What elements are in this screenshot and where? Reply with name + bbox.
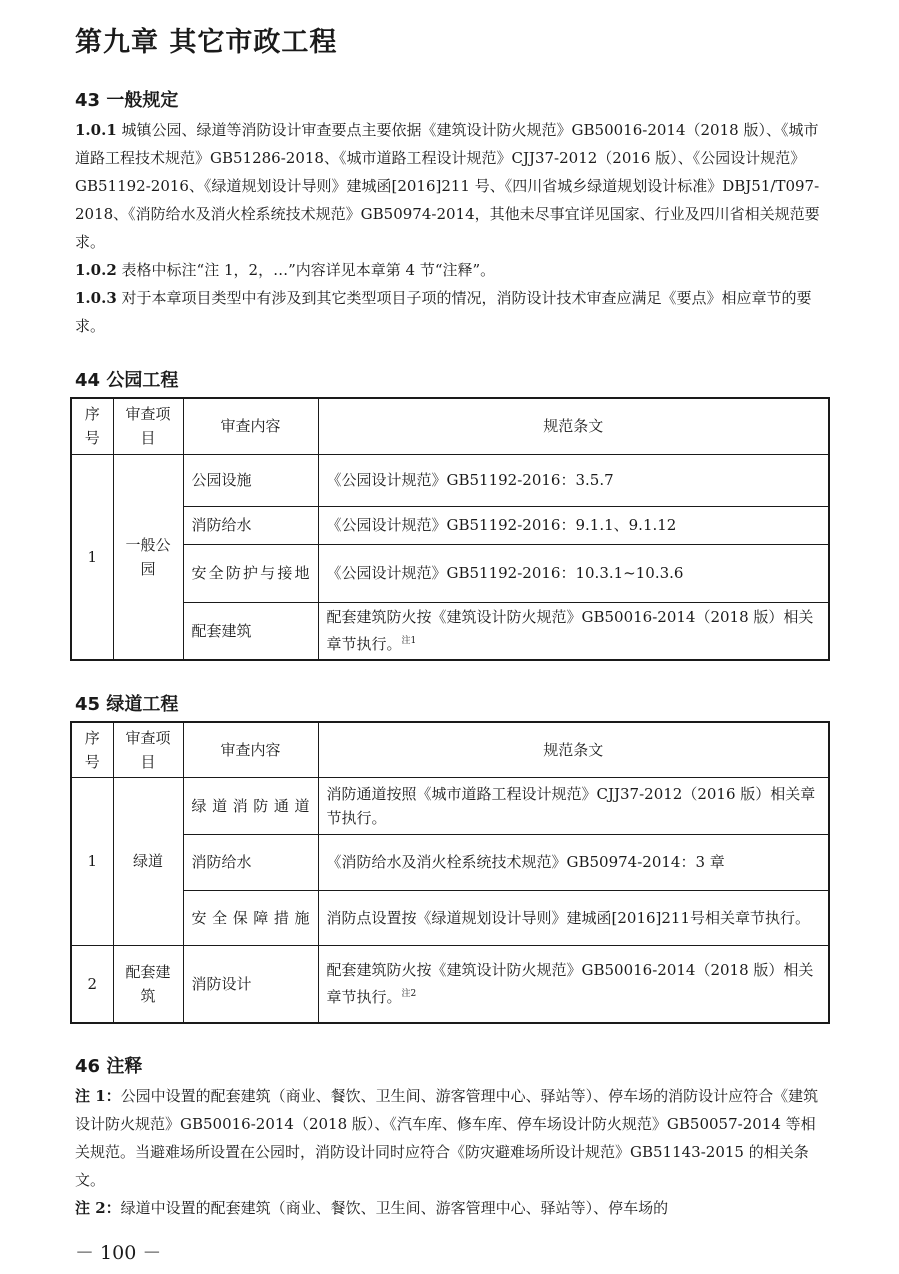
section-heading-greenway: 45 绿道工程	[75, 694, 179, 715]
header-clause: 规范条文	[318, 398, 829, 454]
page-number: － 100 －	[75, 1242, 162, 1264]
clause-text: 配套建筑防火按《建筑设计防火规范》GB50016-2014（2018 版）相关章节执行。	[326, 608, 814, 654]
row-clause: 《公园设计规范》GB51192-2016：3.5.7	[318, 454, 829, 506]
section-heading-general: 43 一般规定	[75, 90, 179, 111]
clause-text: 对于本章项目类型中有涉及到其它类型项目子项的情况，消防设计技术审查应满足《要点》相应章节的要求。	[75, 289, 812, 335]
row-seq: 2	[71, 945, 113, 1023]
clause-1-0-2	[75, 256, 830, 284]
row-clause	[318, 945, 829, 1023]
header-clause: 规范条文	[318, 722, 829, 777]
clause-number: 1.0.1	[75, 121, 117, 139]
row-clause: 《公园设计规范》GB51192-2016：9.1.1、9.1.12	[318, 506, 829, 544]
table-row	[71, 506, 829, 544]
table-row	[71, 544, 829, 602]
row-content: 配套建筑	[183, 602, 318, 660]
table-header-row	[71, 722, 829, 777]
row-content: 消防设计	[183, 945, 318, 1023]
note-label: 注 1：	[75, 1087, 121, 1105]
section-heading-notes: 46 注释	[75, 1056, 143, 1077]
park-review-table	[70, 397, 830, 661]
clause-number: 1.0.2	[75, 261, 117, 279]
clause-text: 配套建筑防火按《建筑设计防火规范》GB50016-2014（2018 版）相关章节执行。	[326, 961, 814, 1007]
note-2	[75, 1194, 830, 1222]
row-content: 安全防护与接地	[183, 544, 318, 602]
chapter-title: 第九章 其它市政工程	[75, 27, 338, 58]
note-1	[75, 1082, 830, 1194]
header-item: 审查项目	[113, 398, 183, 454]
clause-text: 表格中标注“注 1，2，…”内容详见本章第 4 节“注释”。	[121, 261, 496, 279]
row-item: 一般公园	[113, 454, 183, 660]
row-item: 配套建筑	[113, 945, 183, 1023]
table-row	[71, 777, 829, 834]
table-row	[71, 945, 829, 1023]
table-row	[71, 834, 829, 890]
row-content: 消防给水	[183, 834, 318, 890]
note-text: 公园中设置的配套建筑（商业、餐饮、卫生间、游客管理中心、驿站等）、停车场的消防设计应符合《建筑设计防火规范》GB50016-2014（2018 版）、《汽车库、修车库、停车场设计防火规范》GB50057-2014 等相关规范。当避难场所设置在公园时，消防设计同时应符合《防灾避难场所设计规范》GB51143-2015 的相关条文。	[75, 1087, 819, 1189]
row-content: 安全保障措施	[183, 890, 318, 945]
row-content: 消防给水	[183, 506, 318, 544]
row-content: 公园设施	[183, 454, 318, 506]
note-ref: 注2	[401, 989, 417, 1000]
header-seq: 序号	[71, 722, 113, 777]
row-seq: 1	[71, 454, 113, 660]
row-clause: 消防点设置按《绿道规划设计导则》建城函[2016]211号相关章节执行。	[318, 890, 829, 945]
row-item: 绿道	[113, 777, 183, 945]
header-seq: 序号	[71, 398, 113, 454]
row-clause: 消防通道按照《城市道路工程设计规范》CJJ37-2012（2016 版）相关章节执行。	[318, 777, 829, 834]
table-row	[71, 454, 829, 506]
clause-text: 城镇公园、绿道等消防设计审查要点主要依据《建筑设计防火规范》GB50016-2014（2018 版）、《城市道路工程技术规范》GB51286-2018、《城市道路工程设计规范》CJJ37-2012（2016 版）、《公园设计规范》GB51192-2016、《绿道规划设计导则》建城函[2016]211 号、《四川省城乡绿道规划设计标准》DBJ51/T097-2018、《消防给水及消火栓系统技术规范》GB50974-2014，其他未尽事宜详见国家、行业及四川省相关规范要求。	[75, 121, 820, 251]
table-row	[71, 602, 829, 660]
row-clause: 《公园设计规范》GB51192-2016：10.3.1~10.3.6	[318, 544, 829, 602]
greenway-review-table	[70, 721, 830, 1024]
clause-1-0-1	[75, 116, 830, 256]
header-content: 审查内容	[183, 398, 318, 454]
clause-number: 1.0.3	[75, 289, 117, 307]
note-ref: 注1	[401, 636, 417, 647]
row-seq: 1	[71, 777, 113, 945]
header-content: 审查内容	[183, 722, 318, 777]
row-clause: 《消防给水及消火栓系统技术规范》GB50974-2014：3 章	[318, 834, 829, 890]
note-label: 注 2：	[75, 1199, 121, 1217]
row-clause	[318, 602, 829, 660]
table-row	[71, 890, 829, 945]
header-item: 审查项目	[113, 722, 183, 777]
table-header-row	[71, 398, 829, 454]
note-text: 绿道中设置的配套建筑（商业、餐饮、卫生间、游客管理中心、驿站等）、停车场的	[120, 1199, 669, 1217]
clause-1-0-3	[75, 284, 830, 340]
section-heading-park: 44 公园工程	[75, 370, 179, 391]
row-content: 绿道消防通道	[183, 777, 318, 834]
